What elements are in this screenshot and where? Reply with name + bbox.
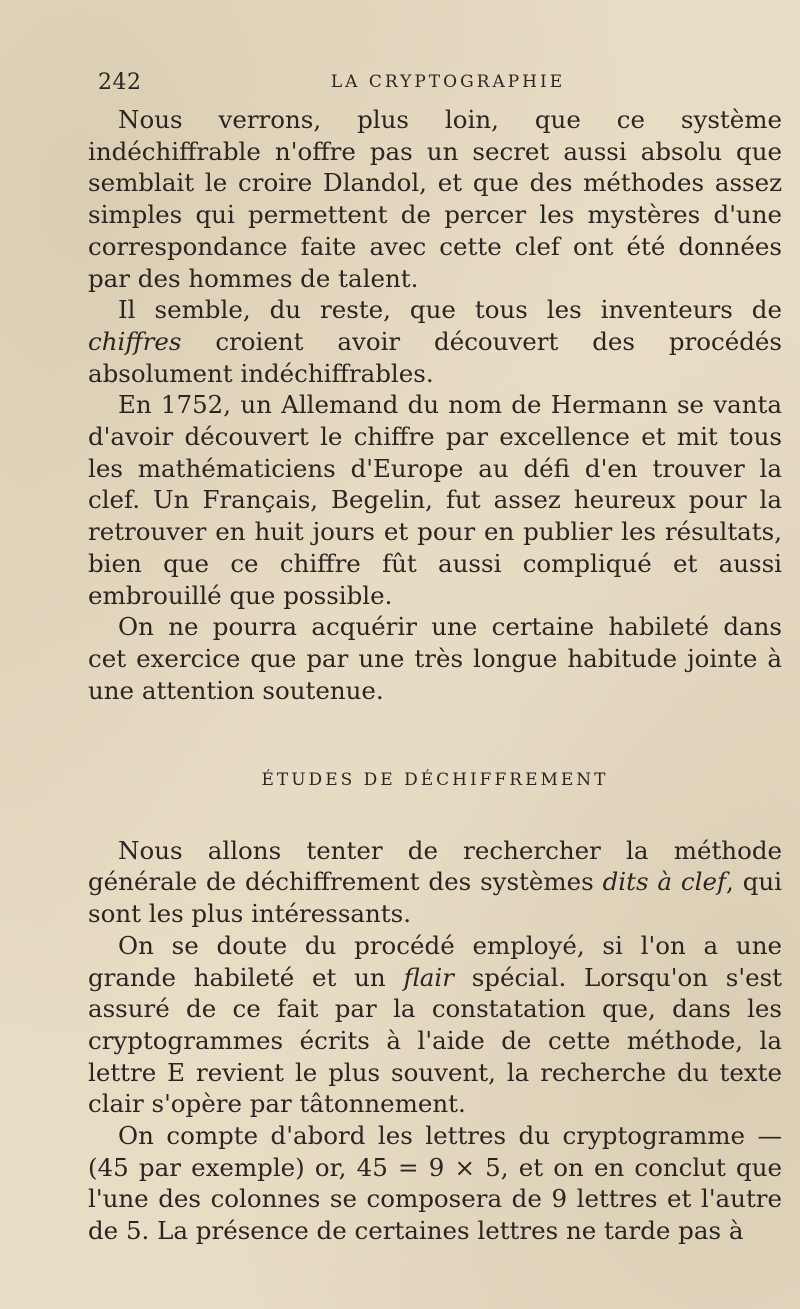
section-paragraph-2	[88, 930, 782, 1120]
section-paragraph-2-text: On se doute du procédé employé, si l'on a une grande habileté et un	[88, 930, 782, 992]
section-paragraph-1-text-end: , qui sont les plus intéressants.	[88, 867, 782, 929]
running-title: LA CRYPTOGRAPHIE	[330, 72, 566, 92]
page-number: 242	[98, 70, 142, 95]
emphasis-dits-a-clef: dits à clef	[602, 867, 727, 897]
section-paragraph-3: On compte d'abord les lettres du cryptogramme — (45 par exemple) or, 45 = 9 × 5, et on en conclut que l'une des colonnes se composera de 9 lettres et l'autre de 5. La présence de certaines lettres ne tarde pas à	[88, 1121, 782, 1246]
paragraph-4: On ne pourra acquérir une certaine habileté dans cet exercice que par une très longue habitude jointe à une attention soutenue.	[88, 612, 782, 705]
paragraph-2-text: Il semble, du reste, que tous les inventeurs de	[118, 295, 782, 325]
paragraph-3: En 1752, un Allemand du nom de Hermann se vanta d'avoir découvert le chiffre par excellence et mit tous les mathématiciens d'Europe au défi d'en trouver la clef. Un Français, Begelin, fut assez heureux pour la retrouver en huit jours et pour en publier les résultats, bien que ce chiffre fût aussi compliqué et aussi embrouillé que possible.	[88, 390, 782, 610]
emphasis-chiffres: chiffres	[88, 326, 182, 356]
section-paragraph-1	[88, 835, 782, 930]
section-etudes	[88, 765, 782, 1247]
paragraph-1: Nous verrons, plus loin, que ce système indéchiffrable n'offre pas un secret aussi absolu que semblait le croire Dlandol, et que des méthodes assez simples qui permettent de percer les mystères d'une correspondance faite avec cette clef ont été données par des hommes de talent.	[88, 105, 782, 293]
section-paragraph-2-text-end: spécial. Lorsqu'on s'est assuré de ce fait par la constatation que, dans les cryptogrammes écrits à l'aide de cette méthode, la lettre E revient le plus souvent, la recherche du texte clair s'opère par tâtonnement.	[88, 962, 782, 1119]
paragraph-2-text-end: croient avoir découvert des procédés absolument indéchiffrables.	[88, 326, 782, 388]
section-heading: ÉTUDES DE DÉCHIFFREMENT	[261, 770, 609, 790]
paragraph-2	[88, 294, 782, 389]
body-text	[88, 104, 782, 706]
section-paragraph-1-text: Nous allons tenter de rechercher la méthode générale de déchiffrement des systèmes	[88, 835, 782, 897]
running-head	[98, 70, 778, 100]
emphasis-flair: flair	[403, 962, 454, 992]
